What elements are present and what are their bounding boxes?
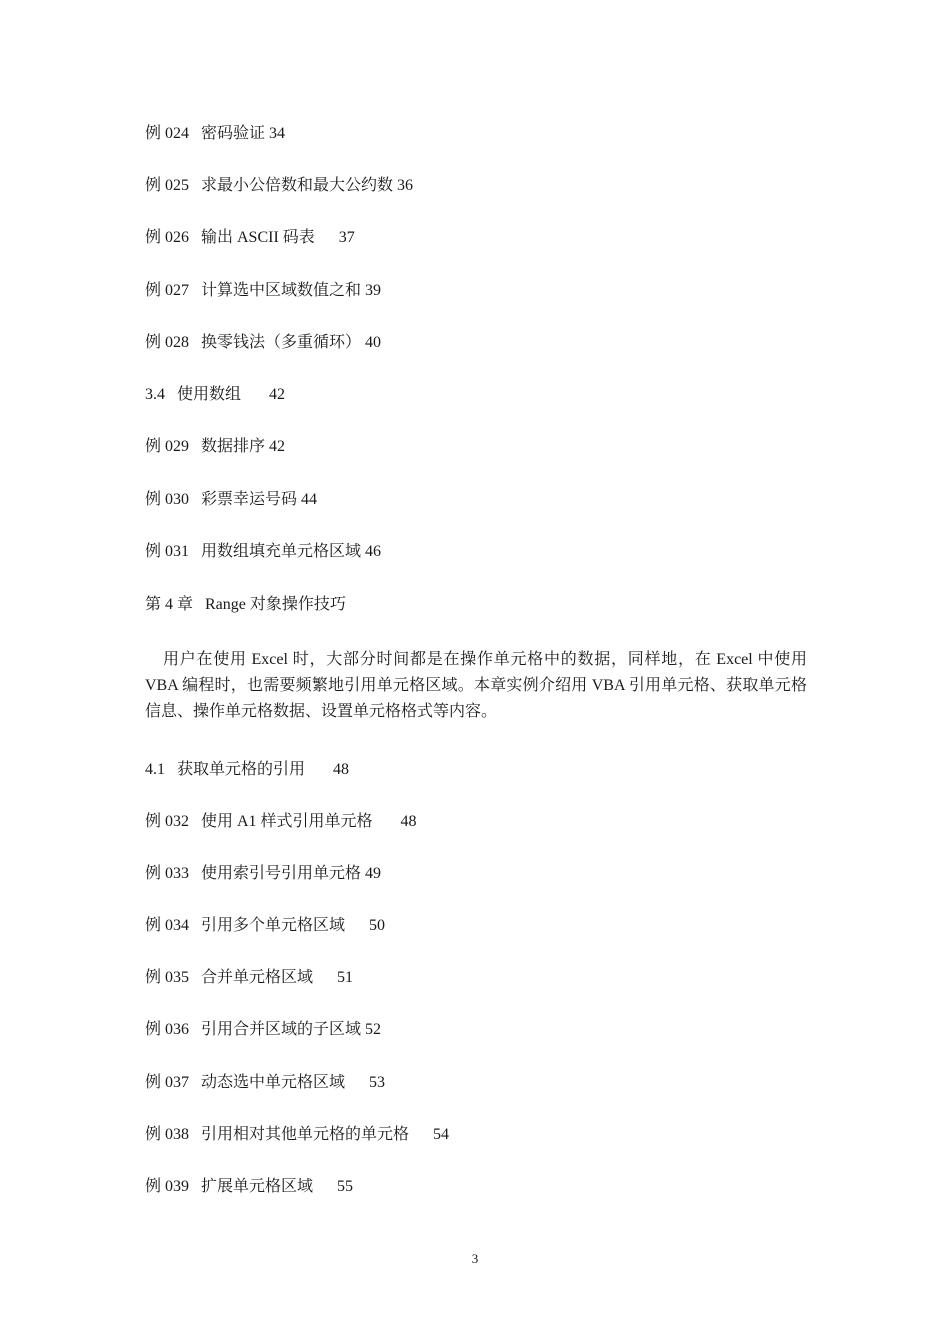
toc-chapter-4: 第 4 章 Range 对象操作技巧 — [145, 596, 346, 613]
toc-entry-030: 例 030 彩票幸运号码 44 — [145, 491, 318, 508]
toc-entry-039: 例 039 扩展单元格区域 55 — [145, 1178, 354, 1195]
toc-entry-034: 例 034 引用多个单元格区域 50 — [145, 917, 386, 934]
toc-entry-028: 例 028 换零钱法（多重循环） 40 — [145, 334, 382, 351]
toc-entry-036: 例 036 引用合并区域的子区域 52 — [145, 1021, 382, 1038]
toc-section-4-1: 4.1 获取单元格的引用 48 — [145, 761, 350, 778]
toc-section-3-4: 3.4 使用数组 42 — [145, 386, 286, 403]
toc-entry-035: 例 035 合并单元格区域 51 — [145, 969, 354, 986]
toc-entry-029: 例 029 数据排序 42 — [145, 438, 286, 455]
toc-entry-024: 例 024 密码验证 34 — [145, 125, 286, 142]
toc-entry-033: 例 033 使用索引号引用单元格 49 — [145, 865, 382, 882]
toc-entry-032: 例 032 使用 A1 样式引用单元格 48 — [145, 813, 417, 830]
toc-entry-025: 例 025 求最小公倍数和最大公约数 36 — [145, 177, 414, 194]
toc-entry-027: 例 027 计算选中区域数值之和 39 — [145, 282, 382, 299]
toc-entry-031: 例 031 用数组填充单元格区域 46 — [145, 543, 382, 560]
toc-entry-038: 例 038 引用相对其他单元格的单元格 54 — [145, 1126, 450, 1143]
toc-entry-026: 例 026 输出 ASCII 码表 37 — [145, 229, 355, 246]
toc-entry-037: 例 037 动态选中单元格区域 53 — [145, 1074, 386, 1091]
chapter-intro-paragraph: 用户在使用 Excel 时，大部分时间都是在操作单元格中的数据，同样地，在 Excel 中使用 VBA 编程时，也需要频繁地引用单元格区域。本章实例介绍用 VBA 引用单元格、获取单元格信息、操作单元格数据、设置单元格格式等内容。 — [145, 651, 807, 720]
page-number: 3 — [471, 1251, 479, 1266]
